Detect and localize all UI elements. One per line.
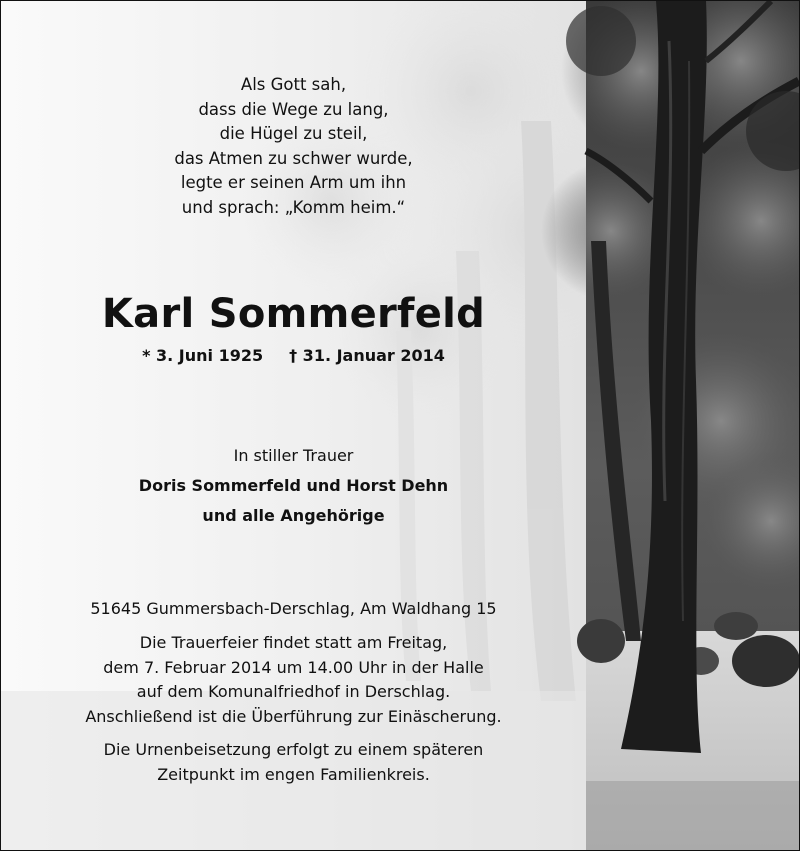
- poem-line: Als Gott sah,: [240, 75, 347, 94]
- poem: [1, 73, 586, 220]
- poem-line: legte er seinen Arm um ihn: [180, 173, 407, 192]
- address: 51645 Gummersbach-Derschlag, Am Waldhang 15: [90, 599, 497, 618]
- text-column: [1, 1, 586, 850]
- mourners-block: [1, 441, 586, 531]
- urn-info: [1, 738, 586, 787]
- urn-line: Zeitpunkt im engen Familienkreis.: [157, 764, 430, 784]
- relatives-line: und alle Angehörige: [202, 506, 385, 525]
- funeral-line: dem 7. Februar 2014 um 14.00 Uhr in der Halle: [103, 657, 484, 677]
- poem-line: die Hügel zu steil,: [219, 124, 368, 143]
- funeral-info: [1, 631, 586, 729]
- poem-line: dass die Wege zu lang,: [198, 99, 389, 119]
- death-date: † 31. Januar 2014: [289, 346, 445, 365]
- life-dates: [1, 345, 586, 367]
- funeral-line: Die Trauerfeier findet statt am Freitag,: [139, 633, 448, 652]
- urn-line: Die Urnenbeisetzung erfolgt zu einem späteren: [103, 740, 484, 759]
- mourner-names: Doris Sommerfeld und Horst Dehn: [138, 476, 449, 495]
- funeral-line: Anschließend ist die Überführung zur Einäscherung.: [85, 706, 502, 726]
- deceased-name: Karl Sommerfeld: [101, 291, 486, 337]
- poem-line: das Atmen zu schwer wurde,: [174, 148, 413, 168]
- funeral-line: auf dem Komunalfriedhof in Derschlag.: [136, 682, 451, 701]
- mourning-intro: In stiller Trauer: [233, 446, 354, 465]
- poem-line: und sprach: „Komm heim.“: [181, 197, 406, 217]
- birth-date: * 3. Juni 1925: [142, 346, 264, 365]
